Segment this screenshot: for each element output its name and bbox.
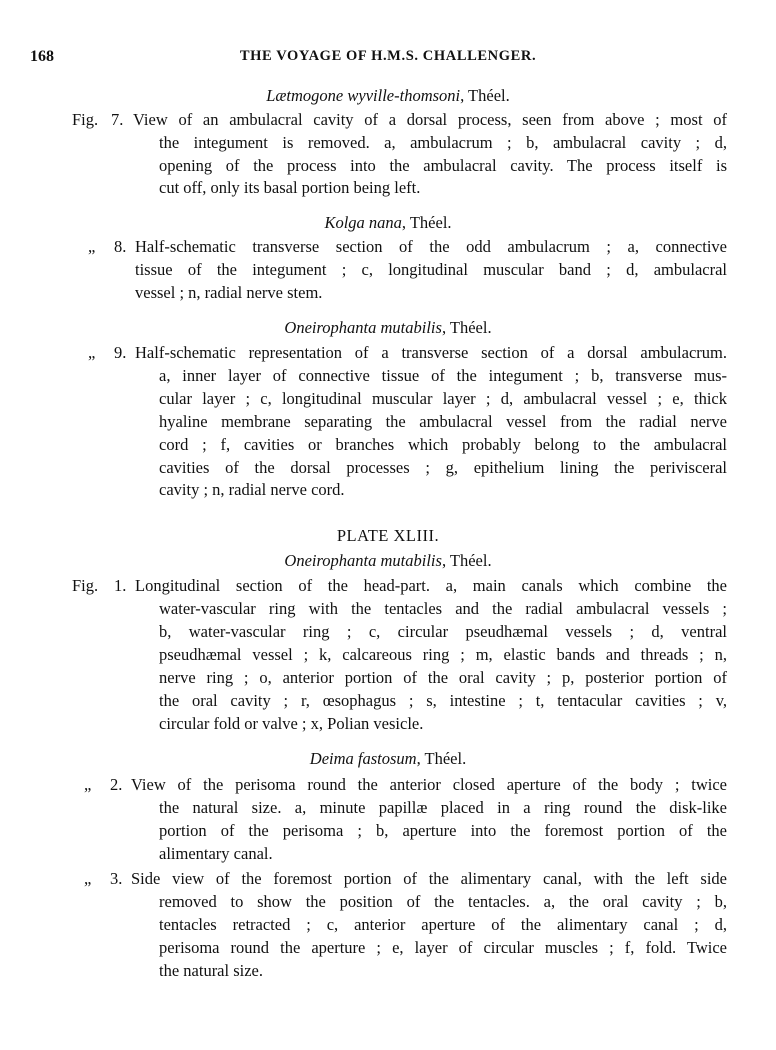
caption-line: the integument is removed. a, ambulacrum ; b, ambulacral cavity ; d,: [159, 133, 727, 152]
caption-line: tentacles retracted ; c, anterior aperture of the alimentary canal ; d,: [159, 915, 727, 934]
fig-marker: „: [84, 869, 92, 888]
fig-marker: „: [84, 775, 92, 794]
caption-line: View of an ambulacral cavity of a dorsal process, seen from above ; most of: [133, 110, 727, 129]
caption-line: cord ; f, cavities or branches which probably belong to the ambulacral: [159, 435, 727, 454]
species-name: Oneirophanta mutabilis: [284, 551, 442, 570]
species-heading: [0, 213, 776, 233]
caption-line: b, water-vascular ring ; c, circular pseudhæmal vessels ; d, ventral: [159, 622, 727, 641]
fig-number: 7.: [111, 110, 124, 129]
fig-number: 2.: [110, 775, 123, 794]
caption-line: View of the perisoma round the anterior closed aperture of the body ; twice: [131, 775, 727, 794]
caption-line: water-vascular ring with the tentacles and the radial ambulacral vessels ;: [159, 599, 727, 618]
fig-marker: „: [88, 343, 96, 362]
species-author: , Théel.: [416, 749, 467, 768]
plate-title: PLATE XLIII.: [336, 526, 440, 545]
species-heading: [0, 551, 776, 571]
fig-marker: Fig.: [72, 576, 99, 595]
fig-number: 9.: [114, 343, 127, 362]
caption-line: pseudhæmal vessel ; k, calcareous ring ; m, elastic bands and threads ; n,: [159, 645, 727, 664]
caption-line: the natural size.: [159, 961, 263, 980]
caption-line: Half-schematic representation of a transverse section of a dorsal ambulacrum.: [135, 343, 727, 362]
caption-line: vessel ; n, radial nerve stem.: [135, 283, 323, 302]
caption-line: opening of the process into the ambulacral cavity. The process itself is: [159, 156, 727, 175]
fig-marker: Fig.: [72, 110, 99, 129]
caption-line: alimentary canal.: [159, 844, 273, 863]
caption-line: cular layer ; c, longitudinal muscular layer ; d, ambulacral vessel ; e, thick: [159, 389, 727, 408]
species-heading: [0, 86, 776, 106]
species-author: , Théel.: [441, 551, 492, 570]
caption-line: removed to show the position of the tentacles. a, the oral cavity ; b,: [159, 892, 727, 911]
species-name: Lætmogone wyville-thomsoni: [266, 86, 461, 105]
caption-line: tissue of the integument ; c, longitudinal muscular band ; d, ambulacral: [135, 260, 727, 279]
species-author: , Théel.: [441, 318, 492, 337]
species-author: , Théel.: [401, 213, 452, 232]
species-name: Kolga nana: [324, 213, 402, 232]
caption-line: hyaline membrane separating the ambulacral vessel from the radial nerve: [159, 412, 727, 431]
fig-number: 8.: [114, 237, 127, 256]
fig-number: 1.: [114, 576, 127, 595]
species-author: , Théel.: [460, 86, 510, 105]
caption-line: portion of the perisoma ; b, aperture into the foremost portion of the: [159, 821, 727, 840]
fig-number: 3.: [110, 869, 123, 888]
caption-line: Longitudinal section of the head-part. a, main canals which combine the: [135, 576, 727, 595]
caption-line: a, inner layer of connective tissue of the integument ; b, transverse mus-: [159, 366, 727, 385]
caption-line: cut off, only its basal portion being left.: [159, 178, 421, 197]
caption-line: the natural size. a, minute papillæ placed in a ring round the disk-like: [159, 798, 727, 817]
species-heading: [0, 318, 776, 338]
caption-line: cavities of the dorsal processes ; g, epithelium lining the perivisceral: [159, 458, 727, 477]
page-number: 168: [30, 48, 54, 65]
species-heading: [0, 749, 776, 769]
fig-marker: „: [88, 237, 96, 256]
caption-line: the oral cavity ; r, œsophagus ; s, intestine ; t, tentacular cavities ; v,: [159, 691, 727, 710]
caption-line: Half-schematic transverse section of the odd ambulacrum ; a, connective: [135, 237, 727, 256]
species-name: Oneirophanta mutabilis: [284, 318, 442, 337]
running-head: THE VOYAGE OF H.M.S. CHALLENGER.: [239, 48, 537, 64]
caption-line: cavity ; n, radial nerve cord.: [159, 480, 345, 499]
species-name: Deima fastosum: [309, 749, 417, 768]
caption-line: perisoma round the aperture ; e, layer of circular muscles ; f, fold. Twice: [159, 938, 727, 957]
caption-line: circular fold or valve ; x, Polian vesicle.: [159, 714, 424, 733]
caption-line: nerve ring ; o, anterior portion of the oral cavity ; p, posterior portion of: [159, 668, 727, 687]
caption-line: Side view of the foremost portion of the alimentary canal, with the left side: [131, 869, 727, 888]
